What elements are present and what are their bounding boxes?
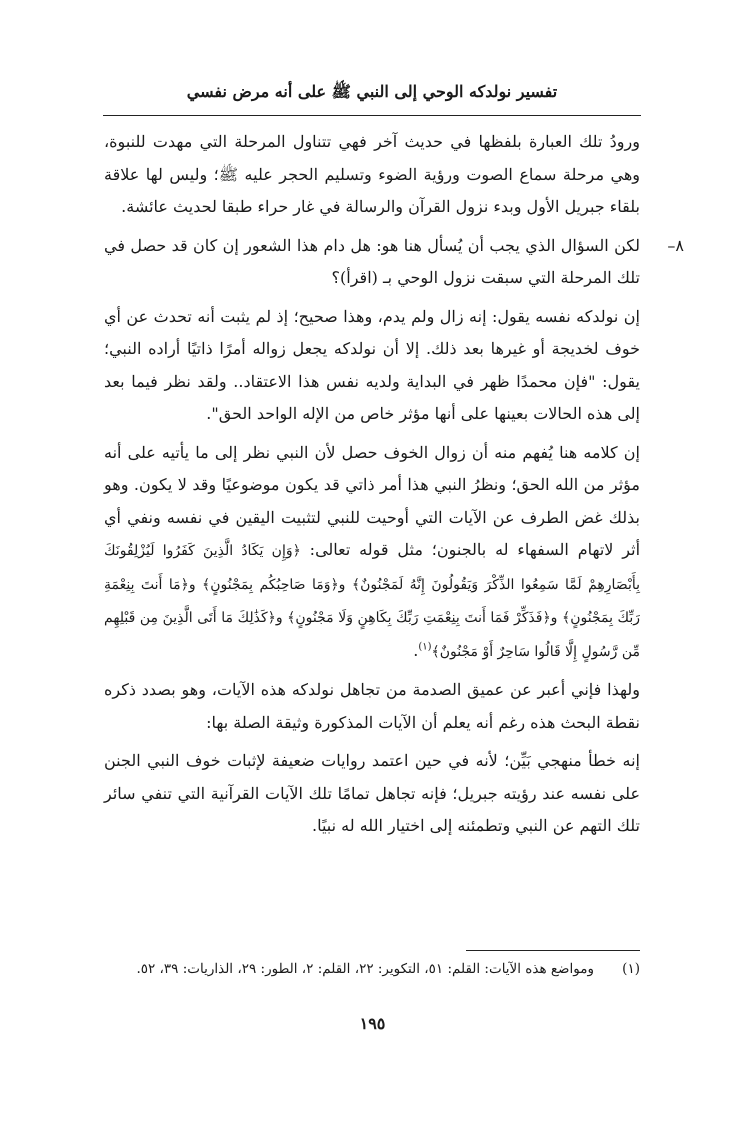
paragraph: إن كلامه هنا يُفهم منه أن زوال الخوف حصل لأن النبي نظر إلى ما يأتيه على أنه مؤثر من الله الحق؛ ونظرُ النبي هذا أمر ذاتي قد يكون موضوعيًا وقد لا يكون. وهو بذلك غض الطرف عن الآيات التي أوحيت للنبي لتثبيت اليقين في نفسه ونفي أي أثر لاتهام السفهاء له بالجنون؛ مثل قوله تعالى: ﴿وَإِن يَكَادُ الَّذِينَ كَفَرُوا لَيُزْلِقُونَكَ بِأَبْصَارِهِمْ لَمَّا سَمِعُوا الذِّكْرَ وَيَقُولُونَ إِنَّهُ لَمَجْنُونٌ﴾ و﴿وَمَا صَاحِبُكُم بِمَجْنُونٍ﴾ و﴿مَا أَنتَ بِنِعْمَةِ رَبِّكَ بِمَجْنُونٍ﴾ و﴿فَذَكِّرْ فَمَا أَنتَ بِنِعْمَتِ رَبِّكَ بِكَاهِنٍ وَلَا مَجْنُونٍ﴾ و﴿كَذَٰلِكَ مَا أَتَى الَّذِينَ مِن قَبْلِهِم مِّن رَّسُولٍ إِلَّا قَالُوا سَاحِرٌ أَوْ مَجْنُونٌ﴾$^{(١)}$. — [104, 442, 641, 660]
paragraph-text: إن كلامه هنا يُفهم منه أن زوال الخوف حصل لأن النبي نظر إلى ما يأتيه على أنه مؤثر من الله الحق؛ ونظرُ النبي هذا أمر ذاتي قد يكون موضوعيًا وقد لا يكون. وهو بذلك غض الطرف عن الآيات التي أوحيت للنبي لتثبيت اليقين في نفسه ونفي أي أثر لاتهام السفهاء له بالجنون؛ مثل قوله تعالى: — [104, 442, 641, 559]
running-header: تفسير نولدكه الوحي إلى النبي ﷺ على أنه مرض نفسي — [186, 82, 558, 101]
paragraph-text: إنه خطأ منهجي بَيِّن؛ لأنه في حين اعتمد روايات ضعيفة لإثبات خوف النبي الجنن على نفسه عند رؤيته جبريل؛ فإنه تجاهل تمامًا تلك الآيات القرآنية التي تنفي سائر تلك التهم عن النبي وتطمئنه إلى اختيار الله له نبيًا. — [104, 751, 640, 835]
paragraph — [104, 745, 640, 843]
numbered-paragraph — [104, 230, 684, 295]
header-divider — [103, 115, 641, 116]
quran-quotation: ﴿وَإِن يَكَادُ الَّذِينَ كَفَرُوا لَيُزْلِقُونَكَ بِأَبْصَارِهِمْ لَمَّا سَمِعُوا الذِّكْرَ وَيَقُولُونَ إِنَّهُ لَمَجْنُونٌ﴾ و﴿وَمَا صَاحِبُكُم بِمَجْنُونٍ﴾ و﴿مَا أَنتَ بِنِعْمَةِ رَبِّكَ بِمَجْنُونٍ﴾ و﴿فَذَكِّرْ فَمَا أَنتَ بِنِعْمَتِ رَبِّكَ بِكَاهِنٍ وَلَا مَجْنُونٍ﴾ و﴿كَذَٰلِكَ مَا أَتَى الَّذِينَ مِن قَبْلِهِم مِّن رَّسُولٍ إِلَّا قَالُوا سَاحِرٌ أَوْ مَجْنُونٌ﴾ — [104, 543, 640, 660]
item-number: ٨– — [667, 235, 684, 255]
paragraph-text: لكن السؤال الذي يجب أن يُسأل هنا هو: هل دام هذا الشعور إن كان قد حصل في تلك المرحلة التي سبقت نزول الوحي بـ (اقرأ)؟ — [104, 235, 640, 287]
footnote — [104, 958, 640, 980]
footnote-marker: (١) — [622, 961, 640, 977]
footnote-text: ومواضع هذه الآيات: القلم: ٥١، التكوير: ٢٢، القلم: ٢، الطور: ٢٩، الذاريات: ٣٩، ٥٢. — [136, 961, 594, 977]
page-number: ١٩٥ — [359, 1014, 386, 1033]
paragraph-text: ورودُ تلك العبارة بلفظها في حديث آخر فهي تتناول المرحلة التي مهدت للنبوة، وهي مرحلة سماع الصوت ورؤية الضوء وتسليم الحجر عليه ﷺ؛ وليس لها علاقة بلقاء جبريل الأول وبدء نزول القرآن والرسالة في غار حراء طبقا لحديث عائشة. — [104, 132, 640, 216]
footnote-reference: (١) — [418, 641, 432, 653]
paragraph-text: إن نولدكه نفسه يقول: إنه زال ولم يدم، وهذا صحيح؛ إذ لم يثبت أنه تحدث عن أي خوف لخديجة أو غيرها بعد ذلك. إلا أن نولدكه يجعل زواله أمرًا ذاتيًا أراده النبي؛ يقول: "فإن محمدًا ظهر في البداية ولديه نفس هذا الاعتقاد.. ولقد نظر فيما بعد إلى هذه الحالات بعينها على أنها مؤثر خاص من الإله الواحد الحق". — [104, 306, 640, 423]
paragraph-text: ولهذا فإني أعبر عن عميق الصدمة من تجاهل نولدكه هذه الآيات، وهو بصدد ذكره نقطة البحث هذه رغم أنه يعلم أن الآيات المذكورة وثيقة الصلة بها: — [104, 680, 640, 732]
paragraph — [104, 126, 640, 224]
paragraph — [104, 674, 640, 739]
page-body — [104, 126, 684, 849]
paragraph — [104, 301, 640, 431]
footnote-divider — [466, 950, 640, 951]
